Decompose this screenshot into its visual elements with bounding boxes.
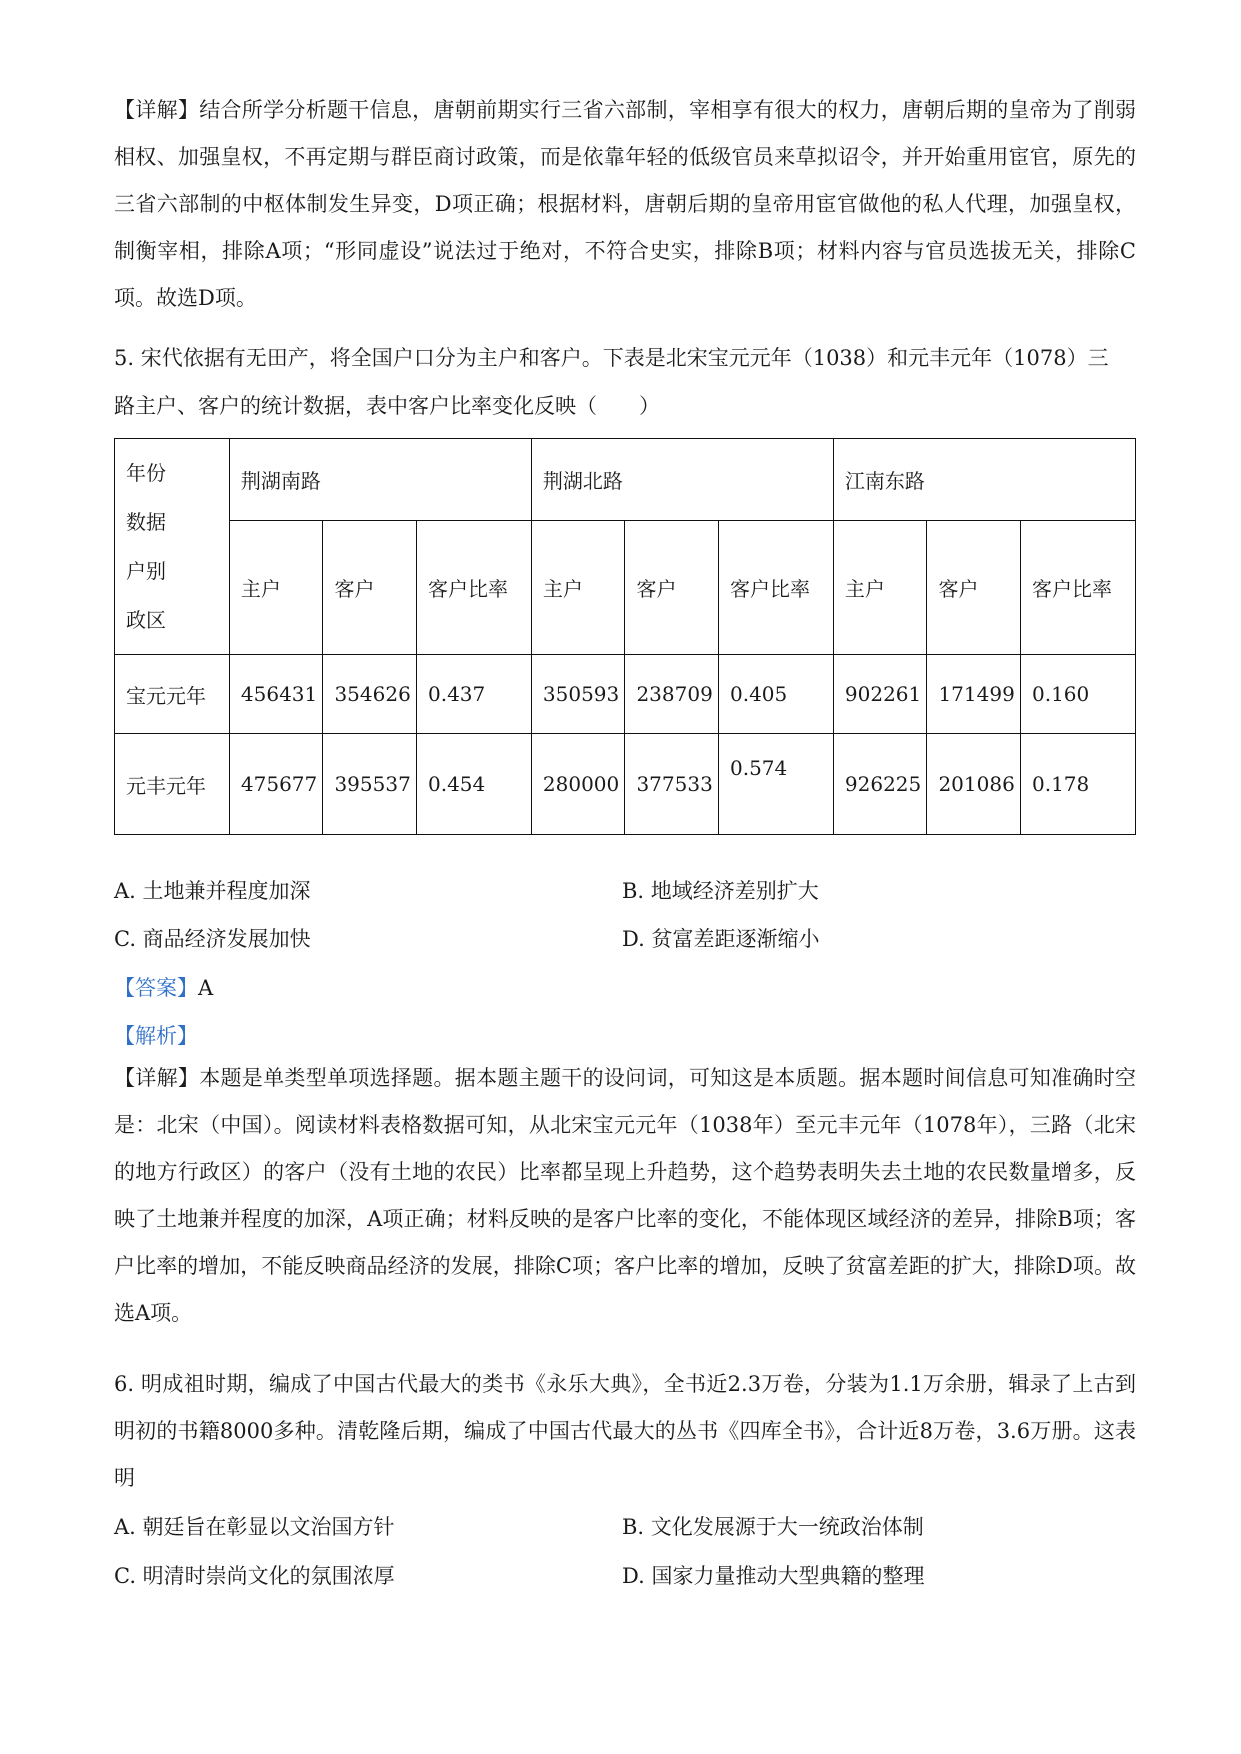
- sub-header: 客户比率: [417, 521, 532, 655]
- sub-header: 主户: [531, 521, 625, 655]
- q5-analysis-label: 【解析】: [114, 1024, 198, 1048]
- q5-stem-line2: 路主户、客户的统计数据，表中客户比率变化反映（ ）: [114, 394, 660, 418]
- table-row: [115, 655, 1136, 734]
- sub-header: 主户: [833, 521, 927, 655]
- table-cell: 280000: [531, 734, 625, 835]
- region-header: 江南东路: [833, 439, 1135, 521]
- table-cell: 171499: [927, 655, 1021, 734]
- answer-value: A: [198, 976, 214, 1000]
- region-header: 荆湖南路: [229, 439, 531, 521]
- q6-option-b: B. 文化发展源于大一统政治体制: [622, 1515, 924, 1539]
- q5-answer: [114, 973, 213, 1003]
- sub-header: 主户: [229, 521, 323, 655]
- detail-text: 本题是单类型单项选择题。据本题主题干的设问词，可知这是本质题。据本题时间信息可知准确时空是：北宋（中国）。阅读材料表格数据可知，从北宋宝元元年（1038年）至元丰元年（1078年），三路（北宋的地方行政区）的客户（没有土地的农民）比率都呈现上升趋势，这个趋势表明失去土地的农民数量增多，反映了土地兼并程度的加深，A项正确；材料反映的是客户比率的变化，不能体现区域经济的差异，排除B项；客户比率的增加，不能反映商品经济的发展，排除C项；客户比率的增加，反映了贫富差距的扩大，排除D项。故选A项。: [114, 1066, 1137, 1325]
- q5-option-b: B. 地域经济差别扩大: [622, 879, 819, 903]
- table-cell: 0.160: [1021, 655, 1136, 734]
- q5-detail: [114, 1055, 1136, 1337]
- row-year: 宝元元年: [115, 655, 230, 734]
- intro-explanation: [114, 87, 1136, 322]
- q5-option-d: D. 贫富差距逐渐缩小: [622, 927, 820, 951]
- row-year: 元丰元年: [115, 734, 230, 835]
- sub-header: 客户: [625, 521, 719, 655]
- table-cell: 456431: [229, 655, 323, 734]
- q5-data-table: [114, 438, 1136, 835]
- detail-label: 【详解】: [114, 98, 200, 122]
- q6-option-c: C. 明清时崇尚文化的氛围浓厚: [114, 1564, 395, 1588]
- q6-option-a: A. 朝廷旨在彰显以文治国方针: [114, 1515, 395, 1539]
- table-cell: 0.574: [719, 734, 834, 835]
- table-cell: 902261: [833, 655, 927, 734]
- sub-header: 客户: [323, 521, 417, 655]
- intro-text: 结合所学分析题干信息，唐朝前期实行三省六部制，宰相享有很大的权力，唐朝后期的皇帝为了削弱相权、加强皇权，不再定期与群臣商讨政策，而是依靠年轻的低级官员来草拟诏令，并开始重用宦官，原先的三省六部制的中枢体制发生异变，D项正确；根据材料，唐朝后期的皇帝用宦官做他的私人代理，加强皇权，制衡宰相，排除A项；“形同虚设”说法过于绝对，不符合史实，排除B项；材料内容与官员选拔无关，排除C项。故选D项。: [114, 98, 1137, 310]
- table-cell: 0.454: [417, 734, 532, 835]
- table-cell: 0.405: [719, 655, 834, 734]
- table-cell: 395537: [323, 734, 417, 835]
- sub-header: 客户: [927, 521, 1021, 655]
- sub-header: 客户比率: [719, 521, 834, 655]
- table-cell: 354626: [323, 655, 417, 734]
- table-corner-header: 年份 数据 户别 政区: [115, 439, 230, 655]
- q6-option-d: D. 国家力量推动大型典籍的整理: [622, 1564, 925, 1588]
- q5-option-a: A. 土地兼并程度加深: [114, 879, 311, 903]
- answer-label: 【答案】: [114, 976, 198, 1000]
- region-header: 荆湖北路: [531, 439, 833, 521]
- table-cell: 350593: [531, 655, 625, 734]
- sub-header: 客户比率: [1021, 521, 1136, 655]
- q5-stem-line1: 5. 宋代依据有无田产，将全国户口分为主户和客户。下表是北宋宝元元年（1038）和元丰元年（1078）三: [114, 346, 1109, 370]
- table-cell: 926225: [833, 734, 927, 835]
- table-cell: 0.178: [1021, 734, 1136, 835]
- q5-option-c: C. 商品经济发展加快: [114, 927, 311, 951]
- detail-label: 【详解】: [114, 1066, 200, 1090]
- table-cell: 377533: [625, 734, 719, 835]
- q6-stem: 6. 明成祖时期，编成了中国古代最大的类书《永乐大典》，全书近2.3万卷，分装为1.1万余册，辑录了上古到明初的书籍8000多种。清乾隆后期，编成了中国古代最大的丛书《四库全书》，合计近8万卷，3.6万册。这表明: [114, 1372, 1136, 1490]
- table-row: [115, 734, 1136, 835]
- table-cell: 201086: [927, 734, 1021, 835]
- table-cell: 238709: [625, 655, 719, 734]
- table-cell: 475677: [229, 734, 323, 835]
- table-cell: 0.437: [417, 655, 532, 734]
